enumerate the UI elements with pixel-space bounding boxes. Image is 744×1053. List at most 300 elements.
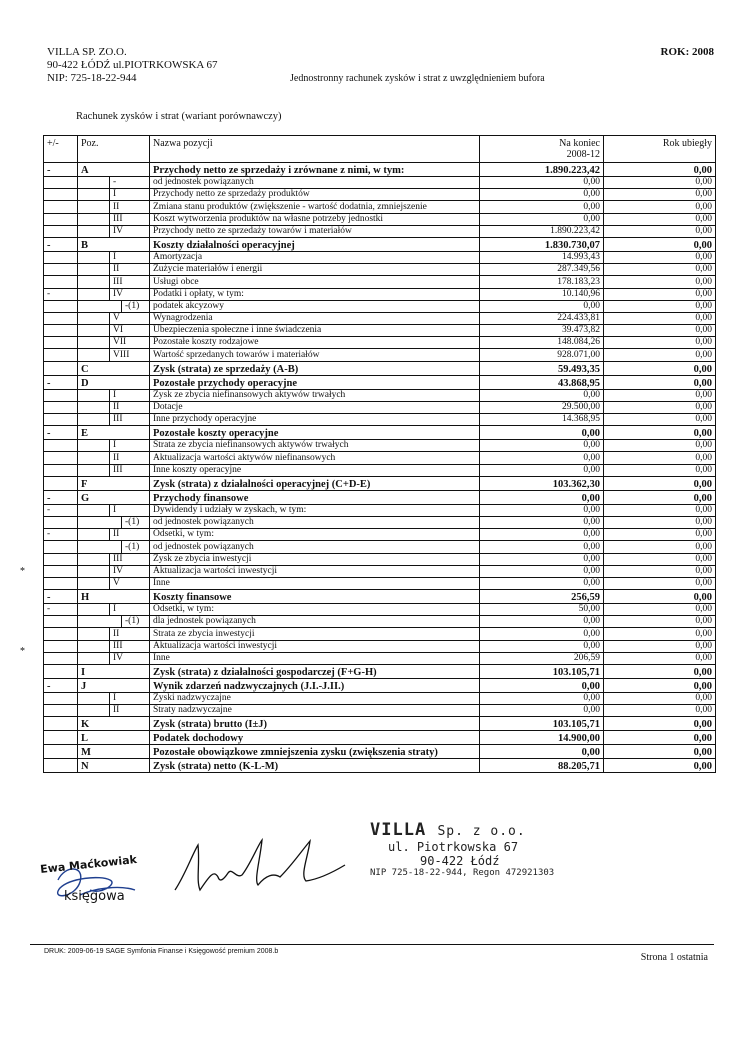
row-value-current: 0,00 (480, 577, 604, 589)
row-sign (44, 276, 78, 288)
table-row (44, 731, 716, 745)
company-header (47, 46, 218, 85)
table-row (44, 189, 716, 201)
row-value-current: 14.368,95 (480, 414, 604, 426)
row-value-previous: 0,00 (604, 389, 716, 401)
row-value-previous: 0,00 (604, 705, 716, 717)
row-position: C (78, 361, 150, 375)
row-sign (44, 705, 78, 717)
row-spacer (78, 628, 110, 640)
row-value-current: 1.830.730,07 (480, 237, 604, 251)
row-name: Inne (150, 652, 480, 664)
row-sign (44, 251, 78, 263)
row-name: Dywidendy i udziały w zyskach, w tym: (150, 504, 480, 516)
row-spacer (78, 693, 110, 705)
row-value-current: 10.140,96 (480, 288, 604, 300)
row-spacer (78, 464, 110, 476)
col-header-name: Nazwa pozycji (150, 136, 480, 163)
row-sign (44, 616, 78, 628)
row-value-previous: 0,00 (604, 361, 716, 375)
accountant-role: księgowa (64, 889, 125, 904)
row-spacer (78, 276, 110, 288)
row-sign (44, 337, 78, 349)
row-sign (44, 349, 78, 361)
row-value-current: 0,00 (480, 440, 604, 452)
row-value-current: 14.993,43 (480, 251, 604, 263)
row-value-previous: 0,00 (604, 452, 716, 464)
row-subposition: III (110, 276, 150, 288)
table-row (44, 464, 716, 476)
company-nip: NIP: 725-18-22-944 (47, 72, 137, 84)
row-name: Zysk ze zbycia inwestycji (150, 553, 480, 565)
row-subposition: V (110, 312, 150, 324)
row-value-current: 103.362,30 (480, 476, 604, 490)
row-name: Zysk (strata) z działalności operacyjnej (C+D-E) (150, 476, 480, 490)
row-subposition: I (110, 251, 150, 263)
footer-divider (30, 944, 714, 945)
row-spacer (78, 337, 110, 349)
table-row (44, 177, 716, 189)
row-value-previous: 0,00 (604, 590, 716, 604)
table-row (44, 590, 716, 604)
row-position: H (78, 590, 150, 604)
row-value-current: 0,00 (480, 640, 604, 652)
row-spacer (78, 288, 110, 300)
row-value-previous: 0,00 (604, 337, 716, 349)
row-spacer (78, 529, 110, 541)
row-subposition: IV (110, 288, 150, 300)
row-spacer (78, 565, 110, 577)
row-sign (44, 401, 78, 413)
row-subposition: VII (110, 337, 150, 349)
row-value-previous: 0,00 (604, 745, 716, 759)
row-name: Dotacje (150, 401, 480, 413)
row-spacer (78, 440, 110, 452)
table-row (44, 414, 716, 426)
row-subposition: III (110, 213, 150, 225)
row-spacer (78, 300, 122, 312)
row-value-previous: 0,00 (604, 759, 716, 773)
row-name: Przychody netto ze sprzedaży towarów i materiałów (150, 225, 480, 237)
report-year: ROK: 2008 (660, 46, 714, 58)
row-sign (44, 759, 78, 773)
stamp-city: 90-422 Łódź (420, 854, 500, 868)
row-subposition: III (110, 464, 150, 476)
row-value-previous: 0,00 (604, 577, 716, 589)
row-value-previous: 0,00 (604, 237, 716, 251)
row-name: Przychody netto ze sprzedaży i zrównane z nimi, w tym: (150, 163, 480, 177)
table-row (44, 693, 716, 705)
row-subposition: I (110, 604, 150, 616)
row-value-previous: 0,00 (604, 312, 716, 324)
print-info: DRUK: 2009-06-19 SAGE Symfonia Finanse i Księgowość premium 2008.b (44, 948, 279, 955)
row-sign: - (44, 529, 78, 541)
row-sign (44, 565, 78, 577)
row-spacer (78, 640, 110, 652)
row-value-current: 0,00 (480, 201, 604, 213)
table-row (44, 325, 716, 337)
row-position: F (78, 476, 150, 490)
row-name: Pozostałe koszty operacyjne (150, 426, 480, 440)
row-value-current: 287.349,56 (480, 264, 604, 276)
row-value-previous: 0,00 (604, 189, 716, 201)
col-header-current (480, 136, 604, 163)
row-name: podatek akcyzowy (150, 300, 480, 312)
row-value-previous: 0,00 (604, 529, 716, 541)
row-value-current: 0,00 (480, 541, 604, 553)
row-sign (44, 464, 78, 476)
row-sign: - (44, 375, 78, 389)
row-value-current: 43.868,95 (480, 375, 604, 389)
table-row (44, 349, 716, 361)
row-value-previous: 0,00 (604, 414, 716, 426)
row-value-previous: 0,00 (604, 264, 716, 276)
row-name: Zysk ze zbycia niefinansowych aktywów trwałych (150, 389, 480, 401)
margin-mark: * (20, 646, 25, 657)
row-value-current: 0,00 (480, 529, 604, 541)
row-value-current: 0,00 (480, 300, 604, 312)
row-value-current: 0,00 (480, 616, 604, 628)
row-sign (44, 213, 78, 225)
table-row (44, 529, 716, 541)
row-sign (44, 516, 78, 528)
row-name: Wynik zdarzeń nadzwyczajnych (J.I.-J.II.) (150, 679, 480, 693)
row-position: G (78, 490, 150, 504)
row-position: B (78, 237, 150, 251)
row-spacer (78, 541, 122, 553)
row-spacer (78, 452, 110, 464)
row-sign (44, 414, 78, 426)
table-row (44, 337, 716, 349)
row-subposition: VIII (110, 349, 150, 361)
company-address: 90-422 ŁÓDŹ ul.PIOTRKOWSKA 67 (47, 59, 218, 71)
row-spacer (78, 389, 110, 401)
stamp-name: VILLA (370, 820, 427, 840)
col-header-current-line1: Na koniec (559, 138, 600, 149)
row-sign: - (44, 590, 78, 604)
row-name: Podatek dochodowy (150, 731, 480, 745)
row-sign: - (44, 679, 78, 693)
row-value-current: 928.071,00 (480, 349, 604, 361)
table-row (44, 652, 716, 664)
row-sign (44, 440, 78, 452)
row-subsubposition: -(1) (122, 616, 150, 628)
row-value-current: 39.473,82 (480, 325, 604, 337)
row-value-previous: 0,00 (604, 628, 716, 640)
row-sign (44, 717, 78, 731)
row-sign: - (44, 237, 78, 251)
row-value-previous: 0,00 (604, 276, 716, 288)
table-row (44, 577, 716, 589)
col-header-prev: Rok ubiegły (604, 136, 716, 163)
row-name: od jednostek powiązanych (150, 177, 480, 189)
row-spacer (78, 213, 110, 225)
table-row (44, 640, 716, 652)
table-row (44, 628, 716, 640)
row-name: Aktualizacja wartości inwestycji (150, 565, 480, 577)
row-subposition: VI (110, 325, 150, 337)
margin-mark: * (20, 566, 25, 577)
table-row (44, 745, 716, 759)
row-sign (44, 264, 78, 276)
row-value-current: 103.105,71 (480, 665, 604, 679)
row-value-previous: 0,00 (604, 201, 716, 213)
row-value-current: 0,00 (480, 565, 604, 577)
row-value-previous: 0,00 (604, 375, 716, 389)
row-sign (44, 312, 78, 324)
row-spacer (78, 189, 110, 201)
table-row (44, 705, 716, 717)
table-row (44, 665, 716, 679)
row-value-previous: 0,00 (604, 440, 716, 452)
row-name: Zysk (strata) z działalności gospodarczej (F+G-H) (150, 665, 480, 679)
table-row (44, 276, 716, 288)
row-sign: - (44, 163, 78, 177)
row-subposition: - (110, 177, 150, 189)
row-name: Usługi obce (150, 276, 480, 288)
row-sign (44, 731, 78, 745)
table-row (44, 541, 716, 553)
row-value-previous: 0,00 (604, 541, 716, 553)
row-sign (44, 745, 78, 759)
row-name: Przychody finansowe (150, 490, 480, 504)
row-value-previous: 0,00 (604, 300, 716, 312)
table-header-row (44, 136, 716, 163)
row-name: Podatki i opłaty, w tym: (150, 288, 480, 300)
row-name: Inne przychody operacyjne (150, 414, 480, 426)
row-name: Odsetki, w tym: (150, 529, 480, 541)
table-row (44, 288, 716, 300)
row-spacer (78, 577, 110, 589)
row-name: Strata ze zbycia niefinansowych aktywów trwałych (150, 440, 480, 452)
row-subposition: V (110, 577, 150, 589)
row-name: dla jednostek powiązanych (150, 616, 480, 628)
row-spacer (78, 177, 110, 189)
row-name: Przychody netto ze sprzedaży produktów (150, 189, 480, 201)
row-value-current: 148.084,26 (480, 337, 604, 349)
row-subposition: I (110, 504, 150, 516)
row-sign (44, 361, 78, 375)
row-value-current: 178.183,23 (480, 276, 604, 288)
table-row (44, 553, 716, 565)
table-row (44, 375, 716, 389)
document-title: Jednostronny rachunek zysków i strat z uwzględnieniem bufora (290, 73, 545, 84)
row-value-current: 256,59 (480, 590, 604, 604)
row-value-current: 0,00 (480, 628, 604, 640)
row-position: D (78, 375, 150, 389)
row-value-current: 0,00 (480, 705, 604, 717)
row-value-previous: 0,00 (604, 604, 716, 616)
row-name: Straty nadzwyczajne (150, 705, 480, 717)
company-stamp (370, 820, 554, 878)
row-spacer (78, 264, 110, 276)
row-value-previous: 0,00 (604, 553, 716, 565)
stamp-ids: NIP 725-18-22-944, Regon 472921303 (370, 868, 555, 878)
row-sign: - (44, 604, 78, 616)
row-position: L (78, 731, 150, 745)
row-value-previous: 0,00 (604, 213, 716, 225)
row-sign (44, 577, 78, 589)
row-name: Aktualizacja wartości inwestycji (150, 640, 480, 652)
row-name: Ubezpieczenia społeczne i inne świadczenia (150, 325, 480, 337)
row-name: Strata ze zbycia inwestycji (150, 628, 480, 640)
row-value-previous: 0,00 (604, 476, 716, 490)
table-row (44, 616, 716, 628)
row-value-current: 0,00 (480, 452, 604, 464)
row-position: I (78, 665, 150, 679)
table-row (44, 264, 716, 276)
row-value-current: 29.500,00 (480, 401, 604, 413)
row-value-current: 103.105,71 (480, 717, 604, 731)
row-name: od jednostek powiązanych (150, 541, 480, 553)
row-subposition: II (110, 529, 150, 541)
row-value-previous: 0,00 (604, 325, 716, 337)
row-value-previous: 0,00 (604, 504, 716, 516)
row-value-previous: 0,00 (604, 163, 716, 177)
row-subposition: II (110, 452, 150, 464)
row-value-current: 0,00 (480, 213, 604, 225)
table-row (44, 163, 716, 177)
row-spacer (78, 553, 110, 565)
row-value-current: 0,00 (480, 389, 604, 401)
row-sign (44, 553, 78, 565)
accountant-stamp (39, 852, 138, 904)
row-name: Wartość sprzedanych towarów i materiałów (150, 349, 480, 361)
row-value-current: 0,00 (480, 679, 604, 693)
row-subposition: II (110, 401, 150, 413)
row-subposition: II (110, 201, 150, 213)
row-value-current: 14.900,00 (480, 731, 604, 745)
row-sign (44, 693, 78, 705)
profit-loss-table (43, 135, 716, 773)
row-name: Zyski nadzwyczajne (150, 693, 480, 705)
row-sign: - (44, 288, 78, 300)
row-value-current: 0,00 (480, 464, 604, 476)
row-value-current: 0,00 (480, 745, 604, 759)
row-value-previous: 0,00 (604, 426, 716, 440)
table-row (44, 476, 716, 490)
row-sign (44, 389, 78, 401)
row-sign: - (44, 504, 78, 516)
row-subposition: I (110, 389, 150, 401)
row-spacer (78, 604, 110, 616)
row-position: K (78, 717, 150, 731)
row-sign (44, 452, 78, 464)
row-value-previous: 0,00 (604, 225, 716, 237)
table-row (44, 452, 716, 464)
row-value-current: 206,59 (480, 652, 604, 664)
row-sign (44, 189, 78, 201)
row-sign (44, 476, 78, 490)
row-value-current: 0,00 (480, 426, 604, 440)
table-row (44, 759, 716, 773)
row-value-previous: 0,00 (604, 679, 716, 693)
table-row (44, 565, 716, 577)
row-value-previous: 0,00 (604, 464, 716, 476)
row-name: Pozostałe przychody operacyjne (150, 375, 480, 389)
row-name: Koszty działalności operacyjnej (150, 237, 480, 251)
row-value-current: 1.890.223,42 (480, 225, 604, 237)
row-subsubposition: -(1) (122, 300, 150, 312)
row-sign (44, 628, 78, 640)
table-row (44, 237, 716, 251)
row-subsubposition: -(1) (122, 541, 150, 553)
row-position: E (78, 426, 150, 440)
row-value-previous: 0,00 (604, 616, 716, 628)
table-row (44, 312, 716, 324)
row-sign (44, 225, 78, 237)
row-sign (44, 665, 78, 679)
row-position: A (78, 163, 150, 177)
row-name: Odsetki, w tym: (150, 604, 480, 616)
row-value-previous: 0,00 (604, 401, 716, 413)
row-value-current: 1.890.223,42 (480, 163, 604, 177)
row-position: N (78, 759, 150, 773)
row-sign (44, 652, 78, 664)
row-spacer (78, 401, 110, 413)
row-subposition: II (110, 264, 150, 276)
row-value-previous: 0,00 (604, 251, 716, 263)
row-subposition: III (110, 553, 150, 565)
row-subposition: II (110, 628, 150, 640)
table-row (44, 516, 716, 528)
row-value-current: 0,00 (480, 516, 604, 528)
table-row (44, 300, 716, 312)
table-row (44, 504, 716, 516)
row-sign (44, 325, 78, 337)
table-row (44, 213, 716, 225)
row-value-previous: 0,00 (604, 565, 716, 577)
director-signature-icon (170, 835, 350, 905)
row-value-current: 0,00 (480, 504, 604, 516)
row-value-current: 0,00 (480, 189, 604, 201)
row-spacer (78, 705, 110, 717)
row-name: Zysk (strata) brutto (I±J) (150, 717, 480, 731)
row-name: Zysk (strata) ze sprzedaży (A-B) (150, 361, 480, 375)
row-value-current: 0,00 (480, 177, 604, 189)
row-subposition: IV (110, 565, 150, 577)
row-spacer (78, 325, 110, 337)
row-value-current: 0,00 (480, 693, 604, 705)
table-row (44, 490, 716, 504)
row-name: Amortyzacja (150, 251, 480, 263)
table-row (44, 604, 716, 616)
row-spacer (78, 312, 110, 324)
row-subsubposition: -(1) (122, 516, 150, 528)
row-name: Pozostałe obowiązkowe zmniejszenia zysku (zwiększenia straty) (150, 745, 480, 759)
row-sign (44, 177, 78, 189)
row-sign (44, 300, 78, 312)
row-value-current: 0,00 (480, 553, 604, 565)
table-row (44, 201, 716, 213)
col-header-pm: +/- (44, 136, 78, 163)
stamp-street: ul. Piotrkowska 67 (388, 840, 519, 854)
table-row (44, 361, 716, 375)
row-value-current: 224.433,81 (480, 312, 604, 324)
col-header-poz: Poz. (78, 136, 150, 163)
row-subposition: I (110, 440, 150, 452)
row-value-current: 50,00 (480, 604, 604, 616)
accountant-name: Ewa Maćkowiak (39, 852, 138, 877)
row-spacer (78, 516, 122, 528)
table-row (44, 389, 716, 401)
row-value-previous: 0,00 (604, 717, 716, 731)
row-subposition: II (110, 705, 150, 717)
row-name: Zużycie materiałów i energii (150, 264, 480, 276)
table-row (44, 679, 716, 693)
row-name: Zysk (strata) netto (K-L-M) (150, 759, 480, 773)
row-name: od jednostek powiązanych (150, 516, 480, 528)
